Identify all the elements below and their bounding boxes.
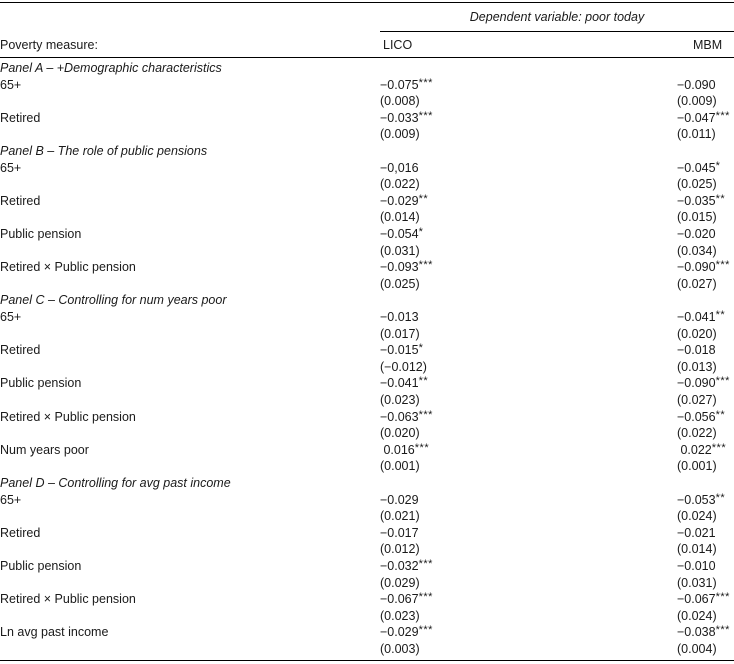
lico-significance-stars: * [418, 226, 424, 238]
row-label-heading: Poverty measure: [0, 38, 98, 52]
mbm-coefficient-value: −0.067 [677, 592, 716, 607]
lico-coefficient [380, 309, 419, 326]
lico-coefficient [380, 110, 433, 127]
lico-coefficient-value: −0.054 [380, 227, 419, 241]
lico-coefficient [380, 558, 433, 575]
variable-label: Num years poor [0, 442, 89, 457]
mbm-standard-error: (0.014) [677, 542, 717, 557]
lico-coefficient-value: 0.016 [380, 442, 415, 457]
mbm-coefficient-value: −0.035 [677, 193, 716, 208]
lico-significance-stars: *** [418, 259, 433, 272]
lico-standard-error: (0.021) [380, 509, 420, 524]
mbm-coefficient-value: −0.041 [677, 310, 716, 324]
lico-standard-error: (0.023) [380, 393, 420, 407]
mbm-significance-stars: *** [715, 259, 730, 272]
standard-error-row [0, 641, 734, 657]
lico-coefficient-value: −0.029 [380, 193, 419, 208]
standard-error-row [0, 575, 734, 591]
lico-coefficient-value: −0.032 [380, 559, 419, 573]
bottom-rule [0, 660, 734, 661]
mbm-coefficient [677, 525, 716, 542]
mbm-significance-stars: *** [715, 624, 730, 637]
coefficient-row [0, 259, 734, 275]
variable-label: Retired × Public pension [0, 592, 136, 607]
mbm-coefficient [677, 309, 725, 326]
lico-significance-stars: *** [418, 408, 433, 421]
mbm-coefficient-value: −0.010 [677, 559, 716, 573]
panel-title: Panel C – Controlling for num years poor [0, 293, 227, 308]
mbm-significance-stars: *** [715, 591, 730, 604]
coefficient-row [0, 342, 734, 358]
mbm-standard-error: (0.024) [677, 608, 717, 623]
lico-standard-error: (0.003) [380, 642, 420, 656]
mbm-coefficient-value: −0.020 [677, 227, 716, 241]
mbm-significance-stars: ** [715, 491, 726, 504]
variable-label: Retired × Public pension [0, 409, 136, 424]
header-rule [0, 57, 734, 58]
variable-label: Public pension [0, 376, 82, 391]
lico-standard-error: (0.023) [380, 608, 420, 623]
standard-error-row [0, 508, 734, 524]
mbm-coefficient [677, 442, 726, 459]
lico-standard-error: (0.022) [380, 177, 420, 192]
mbm-standard-error: (0.004) [677, 642, 717, 656]
lico-coefficient [380, 624, 433, 641]
mbm-coefficient [677, 591, 730, 608]
mbm-coefficient-value: −0.090 [677, 77, 716, 92]
lico-significance-stars: *** [418, 624, 433, 637]
coefficient-row [0, 492, 734, 508]
variable-label: Retired [0, 525, 41, 540]
mbm-coefficient [677, 160, 720, 177]
standard-error-row [0, 392, 734, 408]
variable-label: Public pension [0, 227, 82, 241]
mbm-coefficient-value: −0.021 [677, 525, 716, 540]
mbm-standard-error: (0.034) [677, 243, 717, 258]
lico-coefficient [380, 342, 423, 359]
mbm-coefficient [677, 375, 730, 392]
mbm-coefficient-value: −0.047 [677, 110, 716, 125]
mbm-coefficient-value: −0.053 [677, 492, 716, 507]
mbm-standard-error: (0.015) [677, 210, 717, 225]
lico-standard-error: (0.012) [380, 542, 420, 557]
panel-title-row [0, 475, 734, 491]
coefficient-row [0, 309, 734, 325]
mbm-coefficient-value: −0.056 [677, 409, 716, 424]
standard-error-row [0, 425, 734, 441]
mbm-standard-error: (0.011) [677, 127, 716, 142]
variable-label: Ln avg past income [0, 625, 109, 640]
dependent-variable-heading: Dependent variable: poor today [469, 10, 645, 24]
mbm-coefficient [677, 409, 725, 426]
standard-error-row [0, 276, 734, 292]
lico-standard-error: (0.020) [380, 426, 420, 441]
mbm-standard-error: (0.027) [677, 393, 717, 407]
coefficient-row [0, 193, 734, 209]
lico-coefficient-value: −0.093 [380, 260, 419, 275]
mbm-standard-error: (0.020) [677, 326, 717, 341]
lico-coefficient [380, 160, 419, 177]
coefficient-row [0, 442, 734, 458]
col-lico-heading: LICO [383, 38, 413, 52]
panel-title-row [0, 292, 734, 308]
variable-label: Retired [0, 110, 41, 125]
standard-error-row [0, 608, 734, 624]
lico-significance-stars: ** [418, 375, 429, 388]
mbm-standard-error: (0.001) [677, 459, 717, 474]
lico-coefficient-value: −0.015 [380, 343, 419, 358]
mbm-coefficient [677, 558, 716, 575]
mbm-coefficient [677, 259, 730, 276]
variable-label: 65+ [0, 310, 22, 324]
col-mbm-heading: MBM [693, 38, 723, 52]
lico-coefficient-value: −0.029 [380, 625, 419, 640]
mbm-significance-stars: ** [715, 192, 726, 205]
mbm-coefficient [677, 226, 716, 243]
mbm-standard-error: (0.027) [677, 276, 717, 291]
lico-standard-error: (−0.012) [380, 359, 427, 374]
lico-standard-error: (0.008) [380, 94, 420, 109]
mbm-significance-stars: ** [715, 408, 726, 421]
lico-coefficient-value: −0.029 [380, 492, 419, 507]
variable-label: Retired × Public pension [0, 260, 136, 275]
mbm-coefficient [677, 624, 730, 641]
lico-standard-error: (0.017) [380, 326, 420, 341]
standard-error-row [0, 176, 734, 192]
mbm-coefficient-value: −0.038 [677, 625, 716, 640]
mbm-standard-error: (0.013) [677, 359, 717, 374]
lico-coefficient [380, 226, 423, 243]
standard-error-row [0, 126, 734, 142]
lico-significance-stars: * [418, 342, 424, 355]
mbm-significance-stars: *** [715, 109, 730, 122]
mbm-standard-error: (0.025) [677, 177, 717, 192]
coefficient-row [0, 591, 734, 607]
mbm-coefficient-value: 0.022 [677, 442, 712, 457]
coefficient-row [0, 409, 734, 425]
standard-error-row [0, 209, 734, 225]
mbm-coefficient-value: −0.018 [677, 343, 716, 358]
lico-standard-error: (0.029) [380, 575, 420, 590]
variable-label: 65+ [0, 160, 22, 175]
lico-coefficient-value: −0.017 [380, 525, 419, 540]
mbm-significance-stars: *** [715, 375, 730, 388]
standard-error-row [0, 326, 734, 342]
coefficient-row [0, 226, 734, 242]
panel-title-row [0, 143, 734, 159]
coefficient-row [0, 160, 734, 176]
lico-coefficient-value: −0.041 [380, 376, 419, 391]
coefficient-row [0, 624, 734, 640]
standard-error-row [0, 458, 734, 474]
lico-coefficient [380, 259, 433, 276]
column-spanner-rule [380, 31, 734, 32]
lico-significance-stars: *** [414, 441, 430, 454]
mbm-standard-error: (0.031) [677, 575, 717, 590]
coefficient-row [0, 525, 734, 541]
lico-significance-stars: *** [418, 558, 433, 570]
mbm-coefficient-value: −0.090 [677, 376, 716, 391]
panel-title: Panel B – The role of public pensions [0, 144, 208, 158]
coefficient-row [0, 558, 734, 574]
standard-error-row [0, 93, 734, 109]
lico-coefficient-value: −0.063 [380, 409, 419, 424]
lico-coefficient [380, 409, 433, 426]
lico-standard-error: (0.014) [380, 210, 420, 225]
standard-error-row [0, 359, 734, 375]
panel-title-row [0, 60, 734, 76]
mbm-coefficient [677, 342, 716, 359]
lico-coefficient-value: −0,016 [380, 160, 419, 175]
lico-coefficient-value: −0.033 [380, 110, 419, 125]
mbm-significance-stars: ** [715, 309, 726, 321]
lico-coefficient [380, 492, 419, 509]
lico-coefficient-value: −0.013 [380, 310, 419, 324]
variable-label: Public pension [0, 559, 82, 573]
panel-title: Panel D – Controlling for avg past income [0, 476, 231, 490]
lico-coefficient [380, 77, 433, 94]
mbm-coefficient-value: −0.090 [677, 260, 716, 275]
lico-standard-error: (0.009) [380, 127, 420, 142]
mbm-coefficient [677, 110, 730, 127]
mbm-coefficient-value: −0.045 [677, 160, 716, 175]
lico-coefficient [380, 525, 419, 542]
mbm-standard-error: (0.024) [677, 509, 717, 524]
mbm-coefficient [677, 492, 725, 509]
lico-significance-stars: *** [418, 109, 433, 122]
lico-standard-error: (0.001) [380, 459, 420, 474]
standard-error-row [0, 541, 734, 557]
lico-significance-stars: ** [418, 192, 429, 205]
lico-coefficient [380, 193, 428, 210]
variable-label: Retired [0, 343, 41, 358]
lico-coefficient-value: −0.075 [380, 77, 419, 92]
variable-label: Retired [0, 193, 41, 208]
lico-standard-error: (0.025) [380, 276, 420, 291]
mbm-significance-stars: * [715, 159, 721, 172]
mbm-significance-stars: *** [711, 441, 727, 454]
lico-standard-error: (0.031) [380, 243, 420, 258]
panel-title: Panel A – +Demographic characteristics [0, 61, 222, 75]
coefficient-row [0, 77, 734, 93]
coefficient-row [0, 375, 734, 391]
top-rule [0, 2, 734, 3]
mbm-standard-error: (0.022) [677, 426, 717, 441]
lico-significance-stars: *** [418, 591, 433, 604]
variable-label: 65+ [0, 77, 22, 92]
mbm-coefficient [677, 77, 716, 94]
mbm-coefficient [677, 193, 725, 210]
standard-error-row [0, 243, 734, 259]
variable-label: 65+ [0, 492, 22, 507]
coefficient-row [0, 110, 734, 126]
lico-coefficient [380, 591, 433, 608]
lico-coefficient [380, 375, 428, 392]
lico-coefficient [380, 442, 429, 459]
lico-significance-stars: *** [418, 76, 433, 89]
lico-coefficient-value: −0.067 [380, 592, 419, 607]
mbm-standard-error: (0.009) [677, 94, 717, 109]
